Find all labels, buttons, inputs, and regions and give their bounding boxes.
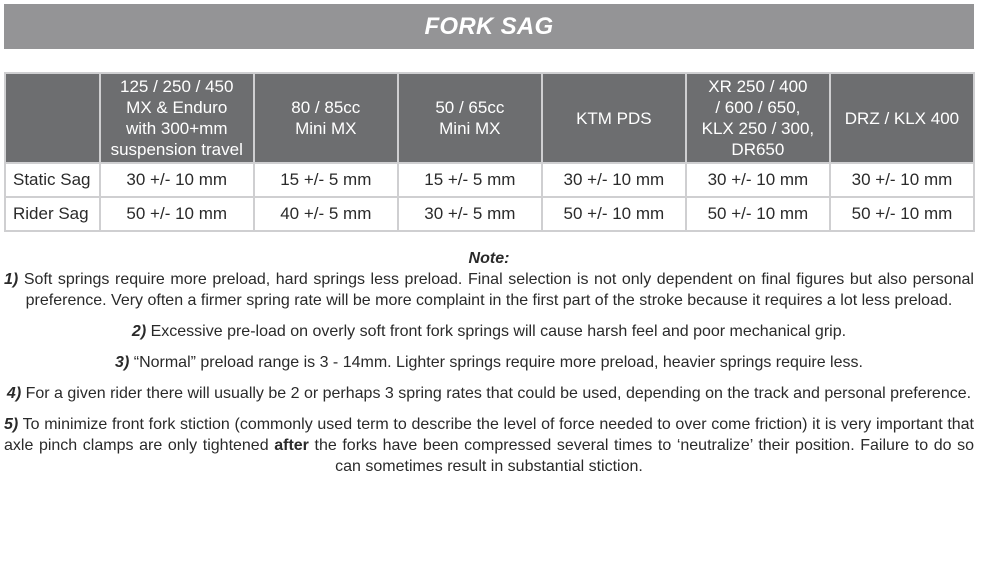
table-cell: 30 +/- 10 mm (542, 163, 686, 197)
row-label: Static Sag (5, 163, 100, 197)
table-cell: 30 +/- 5 mm (398, 197, 542, 231)
note-item-3 (4, 352, 974, 373)
header-line: DRZ / KLX 400 (844, 108, 960, 128)
table-cell: 30 +/- 10 mm (686, 163, 830, 197)
fork-sag-table (4, 72, 975, 232)
header-line: MX & Enduro (126, 98, 228, 117)
notes-heading: Note: (468, 250, 510, 267)
table-row-static-sag (5, 163, 974, 197)
header-line: 125 / 250 / 450 (120, 77, 234, 96)
table-cell: 15 +/- 5 mm (254, 163, 398, 197)
note-number: 2) (131, 323, 147, 340)
header-cell-empty (5, 73, 100, 163)
note-item-2 (4, 321, 974, 342)
note-item-5 (4, 414, 974, 477)
header-line: / 600 / 650, (715, 98, 801, 117)
table-cell: 50 +/- 10 mm (686, 197, 830, 231)
note-item-4 (4, 383, 974, 404)
header-cell-ktm-pds (542, 73, 686, 163)
note-number: 4) (6, 385, 22, 402)
table-cell: 15 +/- 5 mm (398, 163, 542, 197)
page-title: FORK SAG (424, 12, 554, 40)
header-line: with 300+mm (125, 119, 228, 138)
table-cell: 30 +/- 10 mm (830, 163, 974, 197)
note-text: “Normal” preload range is 3 - 14mm. Lighter springs require more preload, heavier springs require less. (133, 354, 863, 371)
note-number: 5) (4, 416, 19, 433)
header-cell-80-85cc (254, 73, 398, 163)
table-cell: 50 +/- 10 mm (542, 197, 686, 231)
table-row-rider-sag (5, 197, 974, 231)
header-line: KLX 250 / 300, (701, 119, 815, 138)
table-cell: 50 +/- 10 mm (100, 197, 254, 231)
header-line: Mini MX (295, 119, 357, 138)
header-cell-50-65cc (398, 73, 542, 163)
notes-section (4, 248, 974, 477)
table-cell: 40 +/- 5 mm (254, 197, 398, 231)
note-text: For a given rider there will usually be 2 or perhaps 3 spring rates that could be used, depending on the track and personal preference. (25, 385, 972, 402)
header-line: Mini MX (439, 119, 501, 138)
header-line: 80 / 85cc (291, 98, 361, 117)
header-line: 50 / 65cc (435, 98, 505, 117)
note-text: Excessive pre-load on overly soft front fork springs will cause harsh feel and poor mechanical grip. (150, 323, 847, 340)
note-number: 3) (115, 354, 130, 371)
note-number: 1) (4, 271, 19, 288)
table-cell: 50 +/- 10 mm (830, 197, 974, 231)
note-text: To minimize front fork stiction (commonly used term to describe the level of force needed to over come friction) it is very important that axle pinch clamps are only tightened (4, 416, 975, 454)
header-row (5, 73, 974, 163)
header-line: XR 250 / 400 (708, 77, 808, 96)
note-item-1 (4, 269, 974, 311)
header-cell-xr-klx-dr (686, 73, 830, 163)
header-line: KTM PDS (576, 108, 652, 128)
note-text: Soft springs require more preload, hard springs less preload. Final selection is not only dependent on final figures but also personal preference. Very often a firmer spring rate will be more complaint in the first part of the stroke because it requires a lot less preload. (23, 271, 974, 309)
table-cell: 30 +/- 10 mm (100, 163, 254, 197)
header-cell-mx-enduro (100, 73, 254, 163)
header-line: suspension travel (110, 140, 243, 159)
note-emphasis: after (274, 437, 309, 454)
note-text: the forks have been compressed several times to ‘neutralize’ their position. Failure to do so can sometimes result in substantial stiction. (314, 437, 974, 475)
header-line: DR650 (731, 140, 785, 159)
row-label: Rider Sag (5, 197, 100, 231)
title-banner (4, 4, 974, 49)
header-cell-drz-klx400 (830, 73, 974, 163)
